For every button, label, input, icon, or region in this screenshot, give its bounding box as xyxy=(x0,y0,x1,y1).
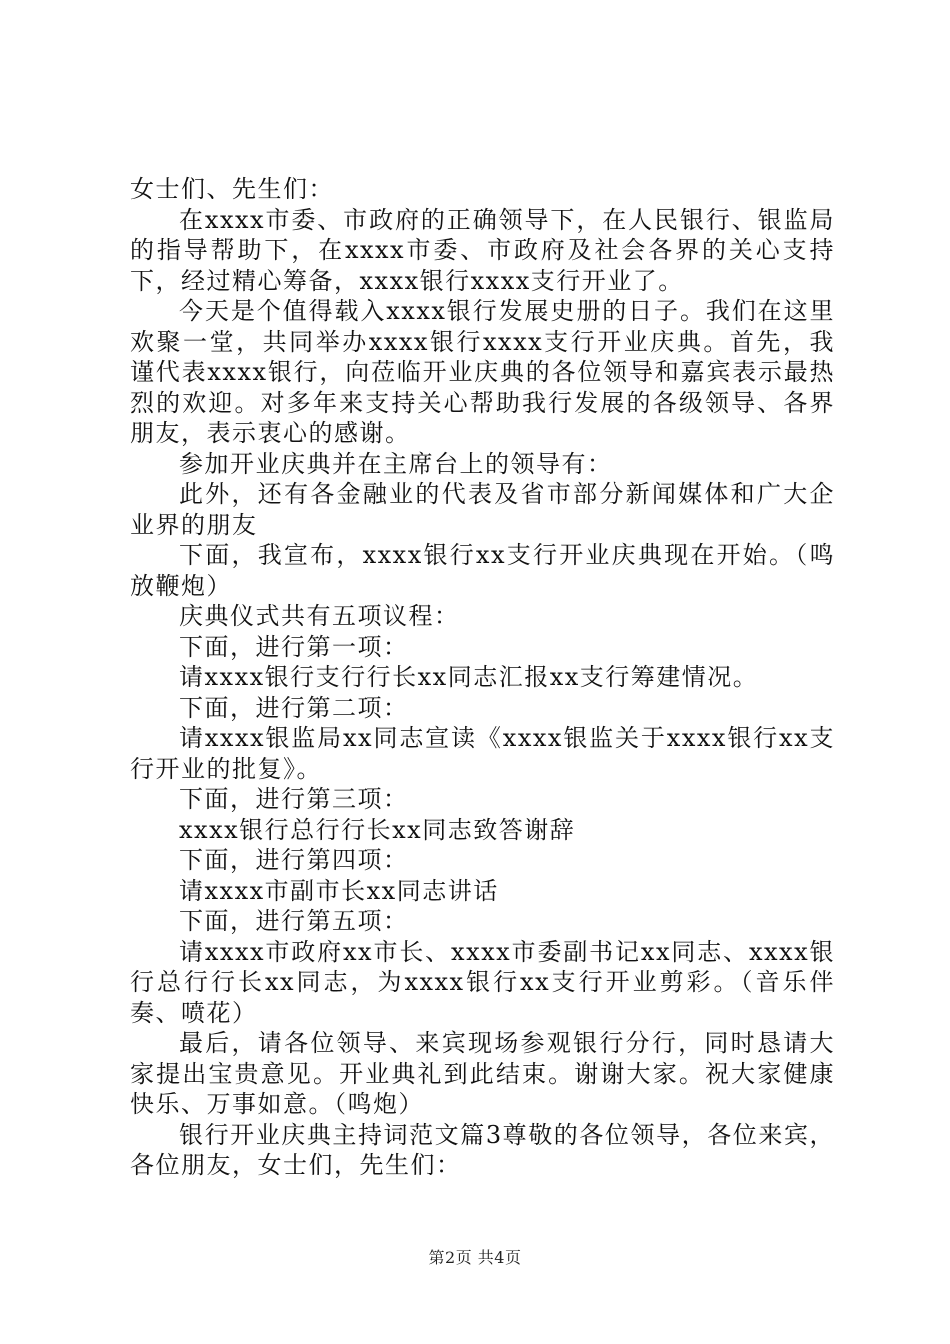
paragraph: 请xxxx银行支行行长xx同志汇报xx支行筹建情况。 xyxy=(179,663,759,691)
paragraph: 下面，进行第五项： xyxy=(179,907,409,935)
paragraph: 请xxxx市政府xx市长、xxxx市委副书记xx同志、xxxx银行总行行长xx同志，为xxxx银行xx支行开业剪彩。（音乐伴奏、喷花） xyxy=(130,937,835,1027)
paragraph: 参加开业庆典并在主席台上的领导有： xyxy=(179,449,613,478)
paragraph: 下面，我宣布，xxxx银行xx支行开业庆典现在开始。（鸣放鞭炮） xyxy=(130,541,835,600)
document-body xyxy=(130,174,835,1181)
paragraph: 此外，还有各金融业的代表及省市部分新闻媒体和广大企业界的朋友 xyxy=(130,480,835,539)
paragraph: 最后，请各位领导、来宾现场参观银行分行，同时恳请大家提出宝贵意见。开业典礼到此结束。谢谢大家。祝大家健康快乐、万事如意。（鸣炮） xyxy=(130,1029,835,1118)
paragraph: 女士们、先生们： xyxy=(130,175,334,203)
paragraph: 请xxxx银监局xx同志宣读《xxxx银监关于xxxx银行xx支行开业的批复》。 xyxy=(130,724,835,783)
paragraph: 下面，进行第一项： xyxy=(179,632,409,661)
paragraph: 银行开业庆典主持词范文篇3尊敬的各位领导，各位来宾，各位朋友，女士们，先生们： xyxy=(130,1120,835,1179)
paragraph: xxxx银行总行行长xx同志致答谢辞 xyxy=(179,815,576,844)
paragraph: 下面，进行第三项： xyxy=(179,785,409,813)
page-footer: 第2页 共4页 xyxy=(428,1248,522,1267)
paragraph: 在xxxx市委、市政府的正确领导下，在人民银行、银监局的指导帮助下，在xxxx市委、市政府及社会各界的关心支持下，经过精心筹备，xxxx银行xxxx支行开业了。 xyxy=(130,205,835,295)
paragraph: 请xxxx市副市长xx同志讲话 xyxy=(179,876,499,905)
paragraph: 今天是个值得载入xxxx银行发展史册的日子。我们在这里欢聚一堂，共同举办xxxx银行xxxx支行开业庆典。首先，我谨代表xxxx银行，向莅临开业庆典的各位领导和嘉宾表示最热烈的欢迎。对多年来支持关心帮助我行发展的各级领导、各界朋友，表示衷心的感谢。 xyxy=(130,297,835,447)
paragraph: 下面，进行第四项： xyxy=(179,846,409,874)
paragraph: 庆典仪式共有五项议程： xyxy=(179,602,460,630)
paragraph: 下面，进行第二项： xyxy=(179,693,409,722)
